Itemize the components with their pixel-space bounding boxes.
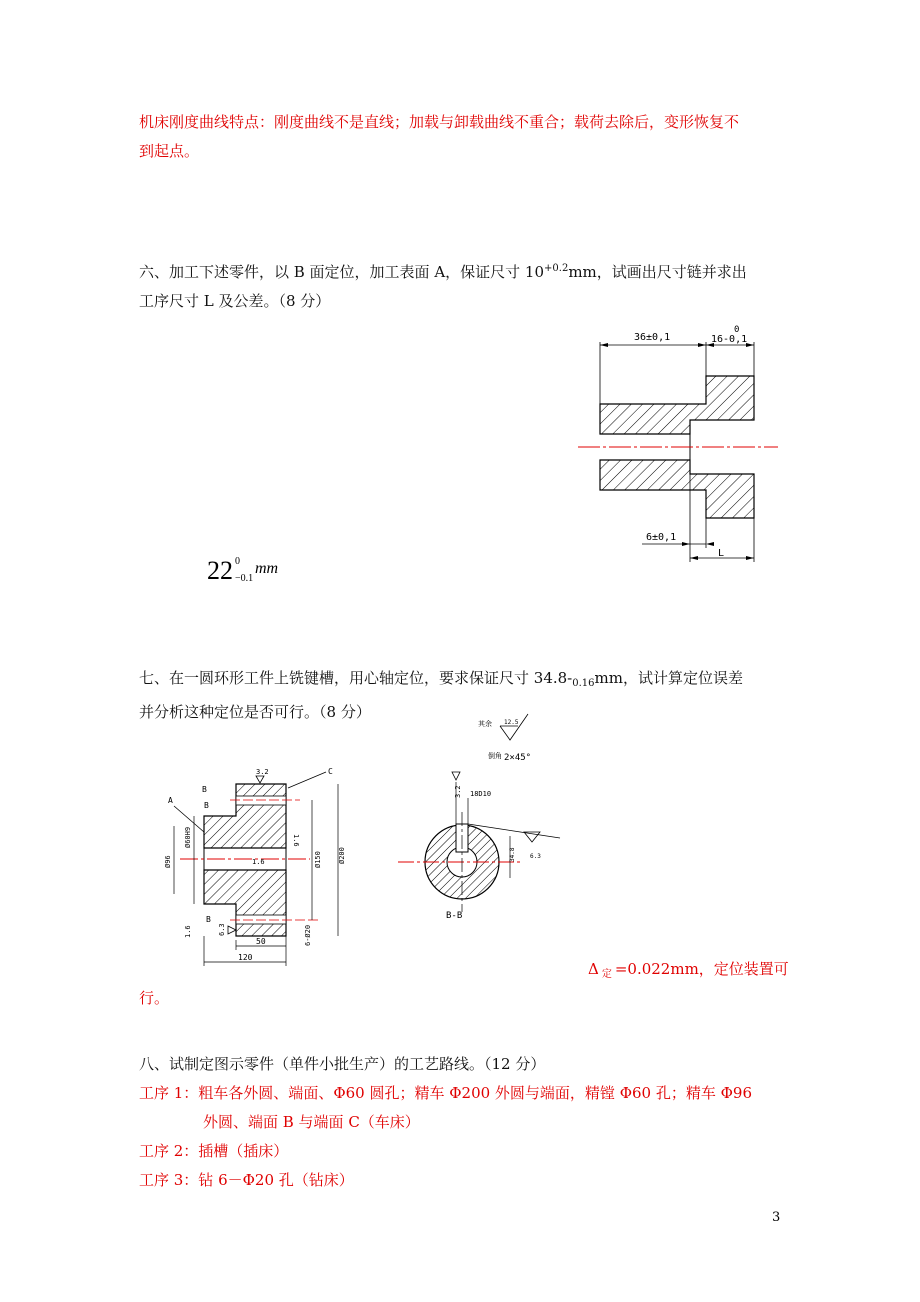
q7-answer-text: =0.022mm，定位装置可	[614, 960, 789, 978]
q7-label-A: A	[168, 796, 173, 805]
q7-part-section-drawing	[160, 760, 360, 970]
q7-rough-16-side: 1.6	[292, 834, 300, 847]
page-number: 3	[772, 1210, 781, 1225]
q7-rough-16-bottom: 1.6	[184, 925, 192, 938]
q8-step1: 工序 1：粗车各外圆、端面、Φ60 圆孔；精车 Φ200 外圆与端面，精镗 Φ60 孔；精车 Φ96	[139, 1084, 753, 1102]
q6-question	[139, 254, 789, 316]
q7-rough-32-top: 3.2	[256, 768, 269, 776]
q6-answer-base: 22	[207, 556, 233, 585]
q7-answer-delta: Δ	[588, 960, 599, 978]
q6-dim-16: 16-0,1	[711, 334, 748, 345]
q7-chamfer-label: 倒角	[488, 752, 502, 760]
q7-rest-label: 其余	[478, 720, 492, 728]
q7-answer-sub: 定	[601, 969, 612, 980]
q7-tolerance-sub: 0.16	[572, 678, 595, 689]
q7-rough-63-bb: 6.3	[530, 853, 541, 860]
q6-answer-tolerance	[233, 556, 255, 586]
q7-line2: 并分析这种定位是否可行。（8 分）	[139, 703, 371, 721]
q6-answer-upper: 0	[235, 556, 240, 567]
q7-rough-16-bore: 1.6	[252, 858, 265, 866]
q7-line1-text: 七、在一圆环形工件上铣键槽，用心轴定位，要求保证尺寸 34.8-	[139, 669, 573, 687]
q7-label-B-bottom: B	[206, 915, 211, 924]
q6-dim-6: 6±0,1	[646, 532, 677, 543]
q7-dim-holes: 6-Ø20	[304, 924, 312, 946]
q7-section-label: B-B	[446, 911, 463, 921]
q8-step3: 工序 3：钻 6－Φ20 孔（钻床）	[139, 1171, 354, 1189]
q8-block	[139, 1050, 789, 1195]
q7-bb-section-drawing	[380, 712, 580, 952]
q6-dim-L: L	[718, 548, 725, 559]
q6-answer-lower: −0.1	[235, 573, 254, 584]
q6-line2: 工序尺寸 L 及公差。（8 分）	[139, 292, 331, 310]
q8-step2: 工序 2：插槽（插床）	[139, 1142, 289, 1160]
q7-dim-d60: Ø60H9	[184, 826, 192, 848]
q7-dim-d96: Ø96	[164, 855, 172, 868]
q6-line1-text: 六、加工下述零件，以 B 面定位，加工表面 A，保证尺寸 10	[139, 263, 545, 281]
q6-dim-16-zero: 0	[734, 325, 740, 335]
q6-line1-tail: mm，试画出尺寸链并求出	[568, 263, 747, 281]
q5-answer	[139, 108, 789, 166]
q7-line1-tail: mm，试计算定位误差	[594, 669, 743, 687]
q5-answer-line1: 机床刚度曲线特点：刚度曲线不是直线；加载与卸载曲线不重合；载荷去除后，变形恢复不	[139, 113, 740, 131]
q7-answer-line2: 行。	[139, 989, 170, 1007]
q7-rough-63: 6.3	[218, 923, 226, 936]
q7-dim-d150: Ø150	[314, 851, 322, 868]
q6-answer-unit: mm	[255, 560, 279, 577]
q8-step1-cont: 外圆、端面 B 与端面 C（车床）	[203, 1113, 420, 1131]
q7-label-B-top: B	[202, 785, 207, 794]
q7-label-B-mid: B	[204, 801, 209, 810]
q6-part-drawing	[570, 318, 790, 568]
q7-dim-50: 50	[256, 937, 266, 946]
q6-answer-formula	[207, 556, 278, 586]
q7-dim-348: 34.8	[509, 847, 516, 862]
q7-label-C: C	[328, 767, 333, 776]
q7-slot-dim: 18D10	[470, 790, 492, 798]
q7-rough-32-slot: 3.2	[454, 785, 462, 798]
q7-line1	[139, 664, 789, 698]
q7-answer	[588, 955, 789, 989]
q7-dim-d200: Ø200	[338, 847, 346, 864]
q7-dim-120: 120	[238, 953, 253, 962]
q6-dim-36: 36±0,1	[634, 332, 671, 343]
q6-line1	[139, 254, 789, 287]
q6-tolerance-sup: +0.2	[544, 263, 569, 274]
q8-title: 八、试制定图示零件（单件小批生产）的工艺路线。（12 分）	[139, 1055, 546, 1073]
q7-chamfer-value: 2×45°	[504, 753, 532, 763]
q7-rest-value: 12.5	[504, 719, 519, 726]
q5-answer-line2: 到起点。	[139, 142, 200, 160]
